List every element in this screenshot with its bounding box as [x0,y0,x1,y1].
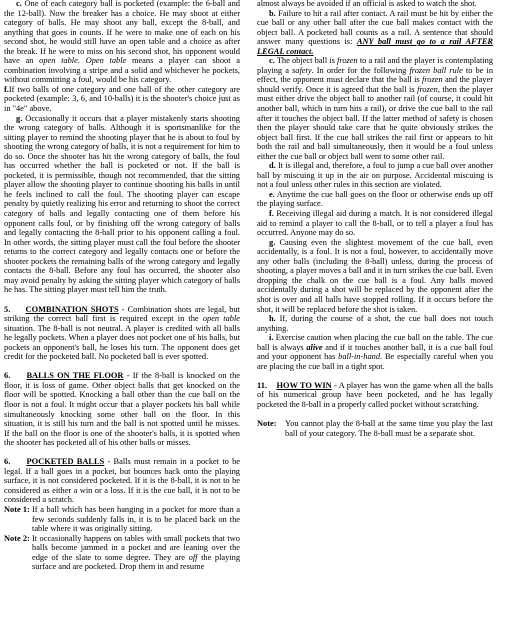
note-11-label: Note: [257,419,277,429]
section-6-title: BALLS ON THE FLOOR [26,371,124,381]
rule-4c-text: One of each category ball is pocketed (example: the 6-ball and the 12-ball). Now the breaker has a choice. He may shoot at either category of balls. He may shoot any ball, except the 8-ball, and anything that goes in counts. If he were to make one of each on his second shot, he would still have an open table and a choice as after the break. If he were to miss on his second shot, his opponent would have an [4,0,240,66]
foul-c-text-6: , then the player must either drive the object ball to another rail (of course, it could hit another ball, which in turn hits a rail), or drive the cue ball to the rail after it touches the object ball. If the latter method of safety is chosen then the player should take care that he quite obviously strikes the object ball first. If the cue ball strikes the rail first or appears to hit both the rail and ball simultaneously, then it would be a foul unless either the cue ball or object ball went to some other rail. [257,84,493,161]
section-6-floor [4,371,240,447]
foul-e [257,190,493,209]
section-5-title: COMBINATION SHOTS [25,304,119,314]
rule-4f [4,85,240,114]
section-5-number: 5. [4,304,11,314]
rule-4c [4,0,240,85]
section-6-text: - If the 8-ball is knocked on the floor, it is loss of game. Other object balls that get knocked on the floor will be spotted. Knocking a ball other than the cue ball on the floor is not a foul. It might occur that a player pockets his ball while simultaneously knocking some other ball on the floor. In this situation, it is still his turn and the ball is not spotted until he misses. If the ball on the floor is one of the shooter's balls, it is spotted when the shooter has pocketed all of his other balls or misses. [4,371,241,448]
foul-i-ball-in-hand: ball-in-hand [338,352,381,362]
section-6-pocketed [4,457,240,505]
foul-c-lead: c. [269,56,275,66]
foul-g-lead: g. [269,237,276,247]
note-2-off: off [188,552,198,562]
foul-c-text-3: . In order for the following [311,65,407,75]
foul-c-frozen-ball-rule: frozen ball rule [409,65,463,75]
foul-f [257,209,493,238]
note-1 [4,505,240,534]
continuation-text: almost always be avoided if an official is asked to watch the shot. [257,0,477,8]
section-5-text-1: - Combination shots are legal, but striking the correct ball first is required except in the [4,304,241,324]
right-column [257,0,493,438]
foul-h [257,314,493,333]
section-11-number: 11. [257,380,268,390]
section-11-text: - A player has won the game when all the balls of his numerical group have been pocketed, and he has legally pocketed the 8-ball in a properly called pocket without scratching. [257,380,493,409]
section-6-number: 6. [4,371,11,381]
foul-d-lead: d. [269,161,276,171]
foul-c-safety: safety [292,65,312,75]
foul-e-lead: e. [269,189,275,199]
foul-g [257,238,493,314]
note-2-text-2: the playing surface and are pocketed. Drop them in and resume [32,552,241,572]
rule-4g-text: Occasionally it occurs that a player mistakenly starts shooting the wrong category of balls. Although it is sportsmanlike for the sitting player to remind the shooting player that he is about to foul by shooting the wrong category of balls, it is not a requirement for him to do so. Once the shooter has hit the wrong category of balls, the foul has occurred whether the ball is pocketed or not. If the ball is pocketed, it is permissible, though not recommended, that the sitting player allow the shooting player to continue shooting his balls in until he feels inclined to call the foul. The shooting player can escape penalty by quietly realizing his error and returning to shoot the correct category of balls and legally contacting one of them before his opponent calls foul, or by finishing off the wrong category of balls and legally contacting the 8-ball prior to his opponent calling a foul. In other words, the sitting player must call the foul before the shooter returns to the correct category and legally contacts one or before the shooter pockets the remaining balls of the wrong category and legally contacts the 8-ball. Before any foul has occurred, the shooter also may avoid penalty by asking the sitting player which category of balls he has. The sitting player must tell him the truth. [4,113,240,295]
left-column [4,0,240,572]
foul-b-text: Failure to hit a rail after contact. A rail must be hit by either the cue ball or any other ball after the cue ball makes contact with the object ball. A pocketed ball counts as a rail. A sentence that should answer many questions is: [257,8,493,47]
note-11-text: You cannot play the 8-ball at the same time you play the last ball of your category. The 8-ball must be a separate shot. [285,419,493,438]
foul-g-text: Causing even the slightest movement of the cue ball, even accidentally, is a foul. It is not a foul, however, to accidentally move any other balls (including the 8-ball) unless, during the process of shooting, a player moves a ball and it in turn strikes the cue ball. Even dropping the chalk on the cue ball is a foul. Any balls moved accidentally during a shot will be replaced by the opponent after the shot is over and all balls have stopped rolling. If it occurs before the shot, it will be replaced before the shot is taken. [257,237,493,314]
foul-c-text-4: to be in effect, the opponent must declare that the ball is [257,65,494,85]
section-5 [4,305,240,362]
foul-h-lead: h. [269,314,276,324]
rule-4f-text: If two balls of one category and one ball of the other category are pocketed (example: 3, 6, and 10-balls) it is the shooter's choice just as in "4e" above. [4,84,240,114]
foul-c-frozen-3: frozen [417,84,438,94]
foul-c-text-2: to a rail and the player is contemplating playing a [257,56,494,75]
section-6b-number: 6. [4,457,11,467]
section-11-title: HOW TO WIN [276,380,332,390]
foul-c-text-1: The object ball is [276,56,335,66]
note-1-text: If a ball which has been hanging in a pocket for more than a few seconds suddenly falls in, it is to be placed back on the table where it was originally sitting. [32,504,240,534]
foul-e-text: Anytime the cue ball goes on the floor or otherwise ends up off the playing surface. [257,189,493,209]
foul-c [257,56,493,161]
section-6b-title: POCKETED BALLS [26,457,105,467]
foul-i [257,333,493,371]
note-2-text-1: It occasionally happens on tables with small pockets that two balls become jammed in a pocket and are leaning over the edge of the slate to some degree. They are [32,533,240,562]
section-11 [257,381,493,410]
rule-4c-lead: c. [16,0,22,8]
foul-b-emphasis: ANY ball must go to a rail AFTER LEGAL contact. [257,37,493,56]
foul-f-lead: f. [269,209,274,219]
foul-c-frozen-1: frozen [337,56,358,66]
note-11 [257,419,493,438]
rule-4c-open-table-2: . Open table [77,56,127,66]
rule-4c-open-table: open table [39,56,78,66]
foul-i-text-2: and if it touches another ball, it is a cue ball foul and your opponent has [257,342,494,362]
section-5-text-2: situation. The 8-ball is not neutral. A player is credited with all balls he legally pockets. When a player does not pocket one of his balls, but pockets an opponent's ball, he loses his turn. The opponent does get credit for the pocketed ball. No pocketed ball is ever spotted. [4,323,240,362]
foul-b [257,9,493,57]
foul-i-alive: alive [306,342,323,352]
foul-b-lead: b. [269,8,276,18]
note-2-label: Note 2: [4,533,30,543]
foul-c-text-5: and the player should verify. Once it is agreed that the ball is [257,75,493,94]
foul-d [257,161,493,190]
rule-4g-lead: g. [16,113,23,123]
section-6b-text: - Balls must remain in a pocket to be legal. If a ball goes in a pocket, but bounces back onto the playing surface, it is not considered pocketed. If it is the 8-ball, it is not to be considered as either a win or a loss. If it is the cue ball, it is not to be considered a scratch. [4,457,241,505]
foul-i-text-3: . Be especially careful when you are placing the cue ball in a tight spot. [257,352,494,371]
rule-4g [4,114,240,295]
foul-i-text-1: Exercise caution when placing the cue ball on the table. The cue ball is always [257,333,494,352]
rule-4c-text-3: means a player can shoot a combination involving a stripe and a solid and whichever he pockets, without committing a foul, would be his category. [4,56,240,85]
foul-d-text: It is illegal and, therefore, a foul to jump a cue ball over another ball by miscuing it up in the air on purpose. Accidental miscuing is not a foul unless other rules in this section are violated. [257,161,494,190]
foul-h-text: If, during the course of a shot, the cue ball does not touch anything. [257,314,494,333]
note-2 [4,534,240,572]
note-1-label: Note 1: [4,504,30,514]
note-2-body [32,534,240,572]
section-5-open-table: open table [202,314,241,324]
foul-i-lead: i. [269,333,274,343]
rule-4f-lead: f. [4,84,9,94]
foul-c-frozen-2: frozen [422,75,443,85]
foul-f-text: Receiving illegal aid during a match. It is not considered illegal aid to remind a player to call the 8-ball, or to tell a player a foul has occurred. Anyone may do so. [257,209,493,238]
